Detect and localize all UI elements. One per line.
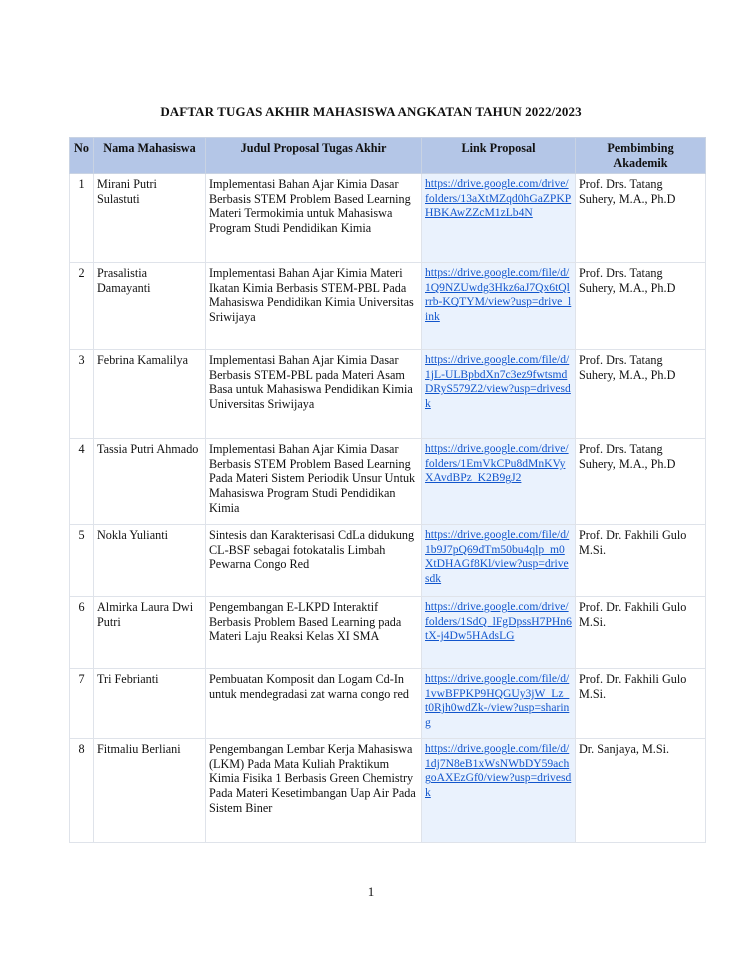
proposal-link[interactable]: https://drive.google.com/file/d/1vwBFPKP9HQGUy3jW_Lz_t0Rjh0wdZk-/view?usp=sharing [422, 669, 576, 739]
cell-pembimbing: Prof. Dr. Fakhili Gulo M.Si. [576, 669, 706, 739]
cell-judul: Pengembangan E-LKPD Interaktif Berbasis Problem Based Learning pada Materi Laju Reaksi Kelas XI SMA [206, 597, 422, 669]
table-row [70, 263, 706, 350]
cell-nama: Mirani Putri Sulastuti [94, 174, 206, 263]
header-no: No [70, 138, 94, 174]
table-row [70, 350, 706, 439]
cell-no: 1 [70, 174, 94, 263]
cell-judul: Pembuatan Komposit dan Logam Cd-In untuk mendegradasi zat warna congo red [206, 669, 422, 739]
cell-nama: Nokla Yulianti [94, 525, 206, 597]
cell-nama: Fitmaliu Berliani [94, 739, 206, 843]
cell-judul: Implementasi Bahan Ajar Kimia Dasar Berbasis STEM-PBL pada Materi Asam Basa untuk Mahasiswa Pendidikan Kimia Universitas Sriwijaya [206, 350, 422, 439]
cell-no: 7 [70, 669, 94, 739]
thesis-table [69, 137, 706, 843]
cell-nama: Almirka Laura Dwi Putri [94, 597, 206, 669]
cell-no: 6 [70, 597, 94, 669]
table-row [70, 525, 706, 597]
cell-judul: Implementasi Bahan Ajar Kimia Materi Ikatan Kimia Berbasis STEM-PBL Pada Mahasiswa Pendidikan Kimia Universitas Sriwijaya [206, 263, 422, 350]
proposal-link[interactable]: https://drive.google.com/drive/folders/1EmVkCPu8dMnKVyXAvdBPz_K2B9gJ2 [422, 439, 576, 525]
cell-judul: Implementasi Bahan Ajar Kimia Dasar Berbasis STEM Problem Based Learning Pada Materi Sistem Periodik Unsur Untuk Mahasiswa Program Studi Pendidikan Kimia [206, 439, 422, 525]
header-pembimbing: Pembimbing Akademik [576, 138, 706, 174]
cell-nama: Tassia Putri Ahmado [94, 439, 206, 525]
cell-nama: Tri Febrianti [94, 669, 206, 739]
cell-no: 8 [70, 739, 94, 843]
cell-nama: Prasalistia Damayanti [94, 263, 206, 350]
proposal-link[interactable]: https://drive.google.com/file/d/1dj7N8eB1xWsNWbDY59achgoAXEzGf0/view?usp=drivesdk [422, 739, 576, 843]
cell-pembimbing: Prof. Drs. Tatang Suhery, M.A., Ph.D [576, 263, 706, 350]
proposal-link[interactable]: https://drive.google.com/drive/folders/13aXtMZqd0hGaZPKPHBKAwZZcM1zLb4N [422, 174, 576, 263]
cell-pembimbing: Dr. Sanjaya, M.Si. [576, 739, 706, 843]
cell-judul: Implementasi Bahan Ajar Kimia Dasar Berbasis STEM Problem Based Learning Materi Termokimia untuk Mahasiswa Program Studi Pendidikan Kimia [206, 174, 422, 263]
header-link-proposal: Link Proposal [422, 138, 576, 174]
cell-pembimbing: Prof. Drs. Tatang Suhery, M.A., Ph.D [576, 439, 706, 525]
table-row [70, 597, 706, 669]
proposal-link[interactable]: https://drive.google.com/file/d/1Q9NZUwdg3Hkz6aJ7Qx6tQlrrb-KQTYM/view?usp=drive_link [422, 263, 576, 350]
table-row [70, 669, 706, 739]
cell-no: 2 [70, 263, 94, 350]
cell-no: 5 [70, 525, 94, 597]
cell-pembimbing: Prof. Dr. Fakhili Gulo M.Si. [576, 525, 706, 597]
page-number: 1 [367, 884, 375, 899]
cell-pembimbing: Prof. Drs. Tatang Suhery, M.A., Ph.D [576, 174, 706, 263]
cell-no: 4 [70, 439, 94, 525]
cell-judul: Pengembangan Lembar Kerja Mahasiswa (LKM) Pada Mata Kuliah Praktikum Kimia Fisika 1 Berbasis Green Chemistry Pada Materi Kesetimbangan Uap Air Pada Sistem Biner [206, 739, 422, 843]
proposal-link[interactable]: https://drive.google.com/file/d/1b9J7pQ69dTm50bu4qlp_m0XtDHAGf8Kl/view?usp=drivesdk [422, 525, 576, 597]
page-title: DAFTAR TUGAS AKHIR MAHASISWA ANGKATAN TAHUN 2022/2023 [160, 104, 582, 119]
cell-pembimbing: Prof. Dr. Fakhili Gulo M.Si. [576, 597, 706, 669]
header-nama-mahasiswa: Nama Mahasiswa [94, 138, 206, 174]
cell-no: 3 [70, 350, 94, 439]
table-row [70, 739, 706, 843]
proposal-link[interactable]: https://drive.google.com/drive/folders/1SdQ_lFgDpssH7PHn6tX-j4Dw5HAdsLG [422, 597, 576, 669]
table-header-row [70, 138, 706, 174]
cell-nama: Febrina Kamalilya [94, 350, 206, 439]
header-judul-proposal: Judul Proposal Tugas Akhir [206, 138, 422, 174]
table-row [70, 174, 706, 263]
cell-pembimbing: Prof. Drs. Tatang Suhery, M.A., Ph.D [576, 350, 706, 439]
cell-judul: Sintesis dan Karakterisasi CdLa didukung CL-BSF sebagai fotokatalis Limbah Pewarna Congo Red [206, 525, 422, 597]
table-row [70, 439, 706, 525]
proposal-link[interactable]: https://drive.google.com/file/d/1jL-ULBpbdXn7c3ez9fwtsmdDRyS579Z2/view?usp=drivesdk [422, 350, 576, 439]
